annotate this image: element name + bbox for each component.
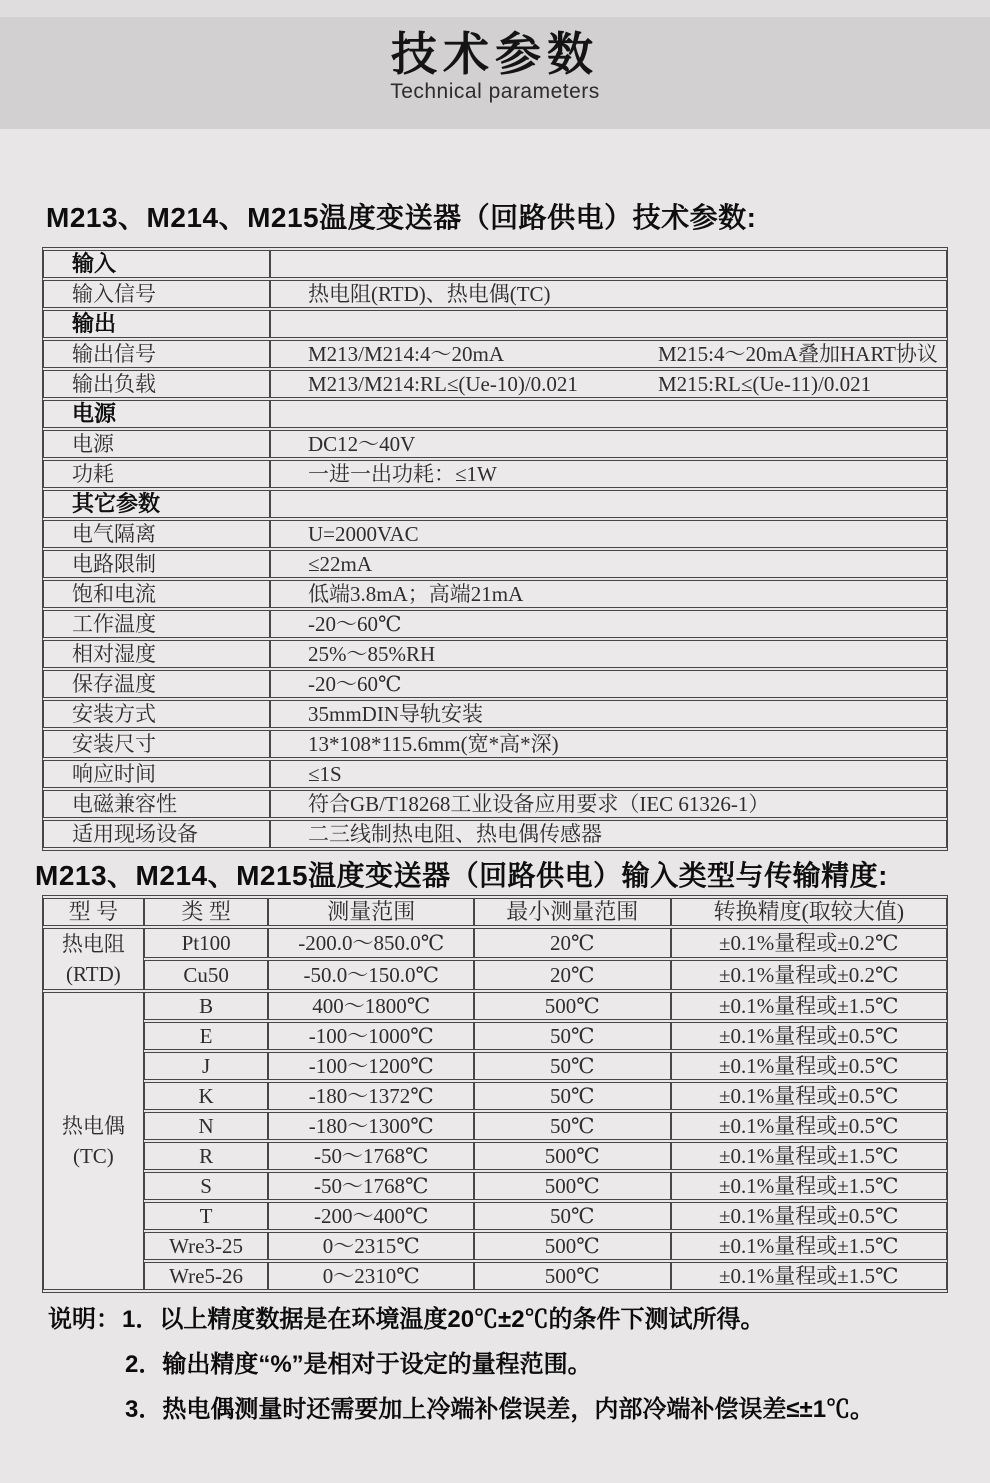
param-label: 安装尺寸 bbox=[43, 730, 270, 758]
param-value bbox=[270, 280, 947, 308]
type-cell: Pt100 bbox=[144, 928, 269, 958]
accuracy-cell: ±0.1%量程或±1.5℃ bbox=[671, 1232, 947, 1260]
type-cell: Cu50 bbox=[144, 960, 269, 990]
range-cell: 400～1800℃ bbox=[268, 992, 474, 1020]
param-label: 适用现场设备 bbox=[43, 820, 270, 848]
min-range-cell: 50℃ bbox=[474, 1082, 671, 1110]
param-row bbox=[43, 250, 947, 278]
param-value-text: 低端3.8mA；高端21mA bbox=[308, 582, 524, 606]
param-value-text: 25%～85%RH bbox=[308, 642, 436, 666]
title-band bbox=[0, 17, 990, 129]
param-value-right: M215:RL≤(Ue-11)/0.021 bbox=[658, 372, 872, 396]
param-section-label: 电源 bbox=[43, 400, 270, 428]
model-abbr: (TC) bbox=[72, 1144, 114, 1168]
table-row bbox=[43, 1232, 947, 1260]
param-label: 功耗 bbox=[43, 460, 270, 488]
range-cell: -200～400℃ bbox=[268, 1202, 474, 1230]
table-row bbox=[43, 1052, 947, 1080]
param-label: 输出负载 bbox=[43, 370, 270, 398]
param-value bbox=[270, 340, 947, 368]
param-value bbox=[270, 820, 947, 848]
param-value bbox=[270, 490, 947, 518]
header-row bbox=[43, 898, 947, 926]
param-value-left: M213/M214:4～20mA bbox=[308, 342, 505, 366]
min-range-cell: 20℃ bbox=[474, 960, 671, 990]
param-value bbox=[270, 760, 947, 788]
param-value-text: DC12～40V bbox=[308, 432, 416, 456]
column-header: 类 型 bbox=[144, 898, 269, 926]
column-header: 型 号 bbox=[43, 898, 144, 926]
param-value bbox=[270, 250, 947, 278]
min-range-cell: 500℃ bbox=[474, 1172, 671, 1200]
param-row bbox=[43, 550, 947, 578]
param-label: 相对湿度 bbox=[43, 640, 270, 668]
notes-prefix: 说明： bbox=[48, 1306, 120, 1333]
accuracy-cell: ±0.1%量程或±0.5℃ bbox=[671, 1052, 947, 1080]
type-cell: T bbox=[144, 1202, 269, 1230]
param-value bbox=[270, 790, 947, 818]
param-value bbox=[270, 430, 947, 458]
top-strip bbox=[0, 0, 990, 17]
section2-heading: M213、M214、M215温度变送器（回路供电）输入类型与传输精度: bbox=[35, 860, 888, 891]
param-row bbox=[43, 790, 947, 818]
param-label: 安装方式 bbox=[43, 700, 270, 728]
param-row bbox=[43, 520, 947, 548]
accuracy-cell: ±0.1%量程或±0.5℃ bbox=[671, 1202, 947, 1230]
model-name: 热电偶 bbox=[61, 1114, 125, 1138]
param-row bbox=[43, 730, 947, 758]
type-cell: Wre5-26 bbox=[144, 1262, 269, 1290]
param-row bbox=[43, 280, 947, 308]
param-row bbox=[43, 400, 947, 428]
range-cell: 0～2310℃ bbox=[268, 1262, 474, 1290]
table-row bbox=[43, 928, 947, 958]
column-header: 最小测量范围 bbox=[474, 898, 671, 926]
model-name: 热电阻 bbox=[61, 932, 125, 956]
param-row bbox=[43, 670, 947, 698]
param-value-text: 二三线制热电阻、热电偶传感器 bbox=[308, 822, 602, 846]
param-value-text: ≤22mA bbox=[308, 552, 373, 576]
accuracy-cell: ±0.1%量程或±1.5℃ bbox=[671, 1172, 947, 1200]
range-cell: -50～1768℃ bbox=[268, 1142, 474, 1170]
param-value bbox=[270, 310, 947, 338]
param-label: 电磁兼容性 bbox=[43, 790, 270, 818]
min-range-cell: 500℃ bbox=[474, 1142, 671, 1170]
min-range-cell: 50℃ bbox=[474, 1052, 671, 1080]
param-section-label: 输入 bbox=[43, 250, 270, 278]
param-value-text: 热电阻(RTD)、热电偶(TC) bbox=[308, 282, 551, 306]
param-label: 保存温度 bbox=[43, 670, 270, 698]
param-value bbox=[270, 580, 947, 608]
accuracy-cell: ±0.1%量程或±0.5℃ bbox=[671, 1022, 947, 1050]
param-value-left: M213/M214:RL≤(Ue-10)/0.021 bbox=[308, 372, 578, 396]
param-value bbox=[270, 610, 947, 638]
accuracy-cell: ±0.1%量程或±0.2℃ bbox=[671, 960, 947, 990]
param-value-text: 符合GB/T18268工业设备应用要求（IEC 61326-1） bbox=[308, 792, 770, 816]
accuracy-cell: ±0.1%量程或±0.5℃ bbox=[671, 1112, 947, 1140]
param-value bbox=[270, 640, 947, 668]
range-cell: -180～1372℃ bbox=[268, 1082, 474, 1110]
table-row bbox=[43, 1112, 947, 1140]
param-label: 电气隔离 bbox=[43, 520, 270, 548]
table-row bbox=[43, 960, 947, 990]
min-range-cell: 500℃ bbox=[474, 1232, 671, 1260]
range-cell: 0～2315℃ bbox=[268, 1232, 474, 1260]
table-row bbox=[43, 1172, 947, 1200]
notes bbox=[48, 1306, 874, 1441]
model-cell bbox=[43, 928, 144, 990]
note-line bbox=[48, 1306, 874, 1334]
range-cell: -100～1200℃ bbox=[268, 1052, 474, 1080]
input-type-accuracy-table bbox=[42, 895, 948, 1293]
table-row bbox=[43, 1262, 947, 1290]
page-title: 技术参数 bbox=[391, 28, 599, 80]
table-row bbox=[43, 992, 947, 1020]
param-row bbox=[43, 640, 947, 668]
min-range-cell: 500℃ bbox=[474, 1262, 671, 1290]
param-row bbox=[43, 610, 947, 638]
param-value-right: M215:4～20mA叠加HART协议 bbox=[658, 342, 938, 366]
param-row bbox=[43, 700, 947, 728]
param-value bbox=[270, 370, 947, 398]
param-value bbox=[270, 400, 947, 428]
param-value bbox=[270, 700, 947, 728]
param-value-text: 35mmDIN导轨安装 bbox=[308, 702, 483, 726]
range-cell: -100～1000℃ bbox=[268, 1022, 474, 1050]
param-label: 输出信号 bbox=[43, 340, 270, 368]
column-header: 测量范围 bbox=[268, 898, 474, 926]
param-value bbox=[270, 550, 947, 578]
param-row bbox=[43, 760, 947, 788]
table-row bbox=[43, 1082, 947, 1110]
param-section-label: 输出 bbox=[43, 310, 270, 338]
type-cell: B bbox=[144, 992, 269, 1020]
table-row bbox=[43, 1202, 947, 1230]
type-cell: S bbox=[144, 1172, 269, 1200]
param-row bbox=[43, 430, 947, 458]
range-cell: -50.0～150.0℃ bbox=[268, 960, 474, 990]
accuracy-cell: ±0.1%量程或±1.5℃ bbox=[671, 992, 947, 1020]
model-abbr: (RTD) bbox=[66, 962, 121, 986]
param-label: 输入信号 bbox=[43, 280, 270, 308]
param-row bbox=[43, 490, 947, 518]
range-cell: -50～1768℃ bbox=[268, 1172, 474, 1200]
param-value bbox=[270, 520, 947, 548]
accuracy-cell: ±0.1%量程或±0.5℃ bbox=[671, 1082, 947, 1110]
type-cell: Wre3-25 bbox=[144, 1232, 269, 1260]
note-text: 3．热电偶测量时还需要加上冷端补偿误差，内部冷端补偿误差≤±1℃。 bbox=[125, 1396, 875, 1423]
accuracy-cell: ±0.1%量程或±1.5℃ bbox=[671, 1262, 947, 1290]
param-value-text: ≤1S bbox=[308, 762, 342, 786]
page-subtitle: Technical parameters bbox=[390, 80, 600, 103]
param-row bbox=[43, 310, 947, 338]
param-value-text: 一进一出功耗：≤1W bbox=[308, 462, 497, 486]
param-row bbox=[43, 340, 947, 368]
min-range-cell: 50℃ bbox=[474, 1112, 671, 1140]
param-label: 工作温度 bbox=[43, 610, 270, 638]
table-row bbox=[43, 1142, 947, 1170]
param-row bbox=[43, 580, 947, 608]
param-section-label: 其它参数 bbox=[43, 490, 270, 518]
param-row bbox=[43, 820, 947, 848]
param-value bbox=[270, 670, 947, 698]
range-cell: -200.0～850.0℃ bbox=[268, 928, 474, 958]
param-label: 电路限制 bbox=[43, 550, 270, 578]
type-cell: R bbox=[144, 1142, 269, 1170]
note-text: 1．以上精度数据是在环境温度20℃±2℃的条件下测试所得。 bbox=[122, 1306, 765, 1333]
param-row bbox=[43, 370, 947, 398]
param-row bbox=[43, 460, 947, 488]
type-cell: N bbox=[144, 1112, 269, 1140]
param-value-text: U=2000VAC bbox=[308, 522, 419, 546]
param-value-text: -20～60℃ bbox=[308, 612, 402, 636]
param-label: 电源 bbox=[43, 430, 270, 458]
type-cell: K bbox=[144, 1082, 269, 1110]
model-cell bbox=[43, 992, 144, 1290]
type-cell: J bbox=[144, 1052, 269, 1080]
min-range-cell: 20℃ bbox=[474, 928, 671, 958]
note-text: 2．输出精度“%”是相对于设定的量程范围。 bbox=[125, 1351, 592, 1378]
note-line bbox=[125, 1396, 874, 1424]
param-value-text: 13*108*115.6mm(宽*高*深) bbox=[308, 732, 559, 756]
table-row bbox=[43, 1022, 947, 1050]
param-value-text: -20～60℃ bbox=[308, 672, 402, 696]
section1-heading: M213、M214、M215温度变送器（回路供电）技术参数: bbox=[46, 202, 757, 233]
param-value bbox=[270, 730, 947, 758]
min-range-cell: 50℃ bbox=[474, 1022, 671, 1050]
param-value bbox=[270, 460, 947, 488]
min-range-cell: 50℃ bbox=[474, 1202, 671, 1230]
range-cell: -180～1300℃ bbox=[268, 1112, 474, 1140]
param-label: 饱和电流 bbox=[43, 580, 270, 608]
param-label: 响应时间 bbox=[43, 760, 270, 788]
technical-parameters-table bbox=[42, 247, 948, 851]
accuracy-cell: ±0.1%量程或±1.5℃ bbox=[671, 1142, 947, 1170]
note-line bbox=[125, 1351, 874, 1379]
accuracy-cell: ±0.1%量程或±0.2℃ bbox=[671, 928, 947, 958]
min-range-cell: 500℃ bbox=[474, 992, 671, 1020]
type-cell: E bbox=[144, 1022, 269, 1050]
column-header: 转换精度(取较大值) bbox=[671, 898, 947, 926]
